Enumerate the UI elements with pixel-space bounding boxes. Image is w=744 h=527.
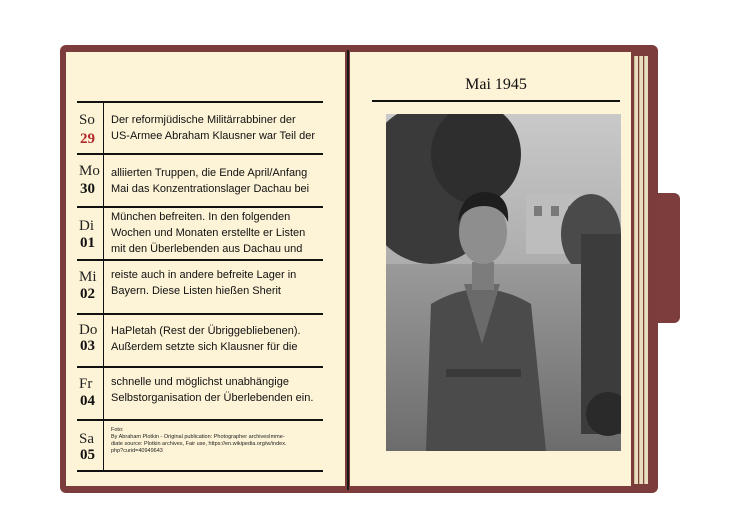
photo-credit: Foto:: [111, 427, 124, 433]
day-text: mit den Überlebenden aus Dachau und: [111, 243, 303, 255]
row-divider: [103, 421, 104, 470]
photo-credit: php?curid=40949643: [111, 448, 163, 454]
day-abbr: Mo: [79, 163, 100, 179]
day-row-friday: [77, 366, 323, 419]
day-number: 29: [80, 131, 95, 147]
row-divider: [103, 103, 104, 153]
day-abbr: Mi: [79, 269, 97, 285]
day-row-thursday: [77, 313, 323, 366]
row-divider: [103, 315, 104, 366]
day-text: schnelle und möglichst unabhängige: [111, 376, 289, 388]
row-divider: [103, 208, 104, 259]
day-row-monday: [77, 153, 323, 206]
day-abbr: Sa: [79, 431, 94, 447]
day-row-wednesday: [77, 259, 323, 313]
day-number: 01: [80, 235, 95, 251]
photo-credit: By Abraham Plotkin - Original publication: Photographer archivesImme-: [111, 434, 285, 440]
day-text: alliierten Truppen, die Ende April/Anfang: [111, 167, 308, 179]
day-abbr: Di: [79, 218, 94, 234]
day-text: HaPletah (Rest der Übriggebliebenen).: [111, 325, 301, 337]
day-number: 04: [80, 393, 95, 409]
historical-photo: [386, 114, 621, 451]
month-rule: [372, 100, 620, 102]
row-divider: [103, 155, 104, 206]
photo-credit: diate source: Plotkin archives, Fair use, https://en.wikipedia.org/w/index.: [111, 441, 287, 447]
day-abbr: So: [79, 112, 95, 128]
day-number: 03: [80, 338, 95, 354]
day-text: Außerdem setzte sich Klausner für die: [111, 341, 298, 353]
day-row-sunday: [77, 101, 323, 153]
day-abbr: Do: [79, 322, 98, 338]
day-row-saturday: [77, 419, 323, 472]
day-number: 30: [80, 181, 95, 197]
day-row-tuesday: [77, 206, 323, 259]
day-text: Selbstorganisation der Überlebenden ein.: [111, 392, 314, 404]
month-title: Mai 1945: [465, 76, 527, 93]
day-text: München befreiten. In den folgenden: [111, 211, 291, 223]
day-text: reiste auch in andere befreite Lager in: [111, 269, 297, 281]
row-divider: [103, 261, 104, 313]
day-text: US-Armee Abraham Klausner war Teil der: [111, 130, 315, 142]
page-edge: [639, 56, 643, 484]
day-text: Bayern. Diese Listen hießen Sherit: [111, 285, 281, 297]
page-edge: [634, 56, 638, 484]
book-spine: [347, 50, 349, 490]
day-abbr: Fr: [79, 376, 93, 392]
day-number: 02: [80, 286, 95, 302]
day-text: Wochen und Monaten erstellte er Listen: [111, 227, 306, 239]
day-number: 05: [80, 447, 95, 463]
day-text: Der reformjüdische Militärrabbiner der: [111, 114, 296, 126]
row-divider: [103, 368, 104, 419]
day-text: Mai das Konzentrationslager Dachau bei: [111, 183, 310, 195]
page-edge: [644, 56, 648, 484]
